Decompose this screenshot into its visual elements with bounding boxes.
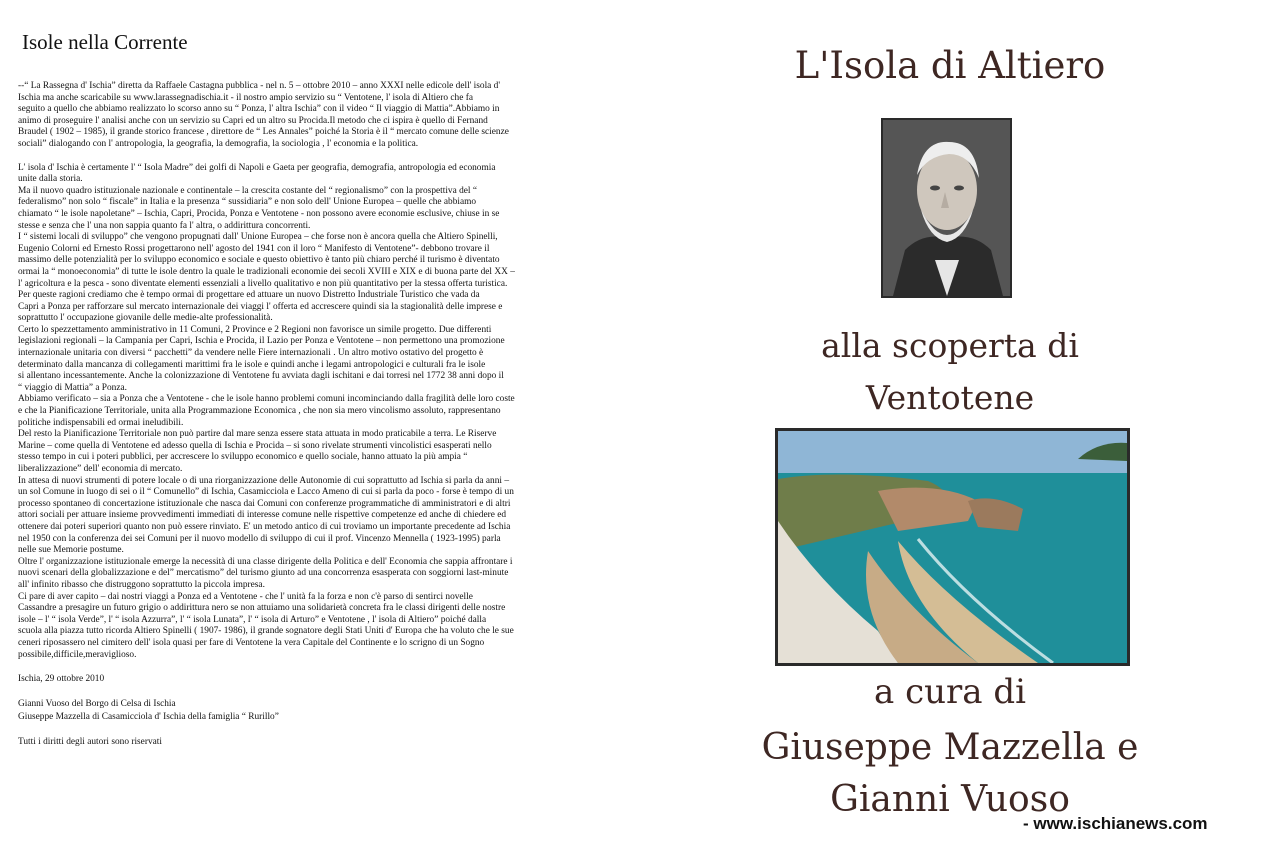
rights-line: Tutti i diritti degli autori sono riservati [18,737,162,748]
portrait-image [883,120,1010,296]
spacer [18,661,558,673]
cover-title: L'Isola di Altiero [794,44,1106,87]
spacer [18,686,558,698]
curator-line-2: Gianni Vuoso [830,779,1070,820]
subtitle-line-2: Ventotene [865,378,1035,417]
beach-image [778,431,1127,663]
intro-paragraph: --“ La Rassegna d' Ischia” diretta da Raffaele Castagna pubblica - nel n. 5 – ottobre 2010 – anno XXXI nelle edicole dell' isola d' Ischia ma anche scaricabile su www.larassegnadischia.it - il nostro ampio servizio su “ Ventotene, l' isola di Altiero che fa seguito a quello che abbiamo realizzato lo scorso anno su “ Ponza, l' altra Ischia” con il video “ Il viaggio di Mattia”.Abbiamo in animo di proseguire l' analisi anche con un servizio su Capri ed un altro su Procida.Il metodo che ci ispira è quello di Fernand Braudel ( 1902 – 1985), il grande storico francese , direttore de “ Les Annales” poiché la Storia è il “ mercato comune delle scienze sociali” dialogando con l' antropologia, la geografia, la demografia, la sociologia , l' economia e la politica. [18,81,509,149]
article-title: Isole nella Corrente [22,30,188,54]
landscape-photo [775,428,1130,666]
curator-label: a cura di [874,672,1026,712]
curator-line-1: Giuseppe Mazzella e [761,727,1139,768]
cover-subtitle [700,320,1200,424]
date-line: Ischia, 29 ottobre 2010 [18,674,105,685]
cover-page [700,0,1200,860]
spacer [18,151,558,163]
subtitle-line-1: alla scoperta di [821,326,1079,365]
body-paragraphs: L' isola d' Ischia è certamente l' “ Isola Madre” dei golfi di Napoli e Gaeta per geografia, demografia, antropologia ed economia unite dalla storia. Ma il nuovo quadro istituzionale nazionale e continentale – la crescita costante del “ regionalismo” con la prospettiva del “ federalismo” non solo “ fiscale” in Italia e la presenza “ sussidiaria” e non solo dell' Unione Europea – quelle che abbiamo chiamato “ le isole napoletane” – Ischia, Capri, Procida, Ponza e Ventotene - non possono avere economie esclusive, chiuse in se stesse e senza che l' una non sappia quanto fa l' altra, o addirittura concorrenti. I “ sistemi locali di sviluppo” che vengono propugnati dall' Unione Europea – che forse non è ancora quella che Altiero Spinelli, Eugenio Colorni ed Ernesto Rossi progettarono nell' agosto del 1941 con il loro “ Manifesto di Ventotene”- debbono trovare il massimo delle potenzialità per lo sviluppo economico e sociale e questo obiettivo è tanto più chiaro perché il turismo è diventato ormai la “ monoeconomia” di tutte le isole dentro la quale le tradizionali economie dei secoli XVIII e XIX e di buona parte del XX – l' agricoltura e la pesca - sono diventate elementi essenziali a livello qualitativo e non più quantitativo per la stessa offerta turistica. Per queste ragioni crediamo che è tempo ormai di progettare ed attuare un nuovo Distretto Industriale Turistico che vada da Capri a Ponza per rafforzare sul mercato internazionale dei viaggi l' offerta ed accrescere quindi sia la stagionalità delle imprese e soprattutto l' occupazione giovanile delle medie-alte professionalità. Certo lo spezzettamento amministrativo in 11 Comuni, 2 Province e 2 Regioni non favorisce un simile progetto. Due differenti legislazioni regionali – la Campania per Capri, Ischia e Procida, il Lazio per Ponza e Ventotene – non permettono una promozione internazionale unitaria con diversi “ pacchetti” da vendere nelle Fiere internazionali . Un altro motivo ostativo del progetto è determinato dalla mancanza di collegamenti marittimi fra le isole e quindi anche i legami antropologici e culturali fra le isole si allentano incessantemente. Anche la colonizzazione di Ventotene fu avviata dagli ischitani e dai torresi nel 1772 38 anni dopo il “ viaggio di Mattia” a Ponza. Abbiamo verificato – sia a Ponza che a Ventotene - che le isole hanno problemi comuni incominciando dalla fragilità delle loro coste e che la Pianificazione Territoriale, unita alla Programmazione Economica , che non sia mero vincolismo assoluto, rappresentano politiche indispensabili ed ormai ineludibili. Del resto la Pianificazione Territoriale non può partire dal mare senza essere stata attuata in modo praticabile a terra. Le Riserve Marine – come quella di Ventotene ed adesso quella di Ischia e Procida – si sono rivelate strumenti vincolistici esasperati nello stesso tempo in cui i poteri pubblici, per accrescere lo sviluppo economico e quello sociale, hanno attuato la più ampia “ liberalizzazione” dell' economia di mercato. In attesa di nuovi strumenti di potere locale o di una riorganizzazione delle Autonomie di cui soprattutto ad Ischia si parla da anni – un sol Comune in luogo di sei o il “ Comunello” di Ischia, Casamicciola e Lacco Ameno di cui si parla da poco - forse è tempo di un processo spontaneo di concertazione istituzionale che nasca dai Comuni con conferenze programmatiche di amministratori e di altri attori sociali per attuare insieme provvedimenti immediati di interesse comune nelle rispettive competenze ed anche di chiedere ed ottenere dai poteri superiori quanto non può essere rinviato. E' un metodo antico di cui troviamo un importante precedente ad Ischia nel 1950 con la conferenza dei sei Comuni per il nuovo modello di sviluppo di cui il prof. Vincenzo Mennella ( 1923-1995) parla nelle sue Memorie postume. Oltre l' organizzazione istituzionale emerge la necessità di una classe dirigente della Politica e dell' Economia che sappia affrontare i nuovi scenari della globalizzazione e del” mercatismo” del turismo giunto ad una concorrenza esasperata con soggiorni last-minute all' infinito ribasso che distruggono soprattutto la piccola impresa. Ci pare di aver capito – dai nostri viaggi a Ponza ed a Ventotene - che l' unità fa la forza e non c'è parso di sentirci novelle Cassandre a presagire un futuro grigio o addirittura nero se non attuiamo una solidarietà concreta fra le classi dirigenti delle nostre isole – l' “ isola Verde”, l' “ isola Azzurra”, l' “ isola Lunata”, l' “ isola di Arturo” e Ventotene , l' isola di Altiero” poiché dalla scuola alla piazza tutto ricorda Altiero Spinelli ( 1907- 1986), il grande sognatore degli Stati Uniti d' Europa che ha voluto che le sue ceneri riposassero nel cimitero dell' isola quasi per fare di Ventotene la vera Capitale del Continente e lo scrigno di un Sogno possibile,difficile,meraviglioso. [18,162,515,660]
website-link[interactable]: - www.ischianews.com [1023,814,1208,833]
authors-block: Gianni Vuoso del Borgo di Celsa di Ischia Giuseppe Mazzella di Casamicciola d' Ischia della famiglia “ Rurillo” [18,699,279,723]
article-column [18,30,558,749]
curators-block [700,722,1200,826]
spacer [18,724,558,736]
portrait-photo [881,118,1012,298]
